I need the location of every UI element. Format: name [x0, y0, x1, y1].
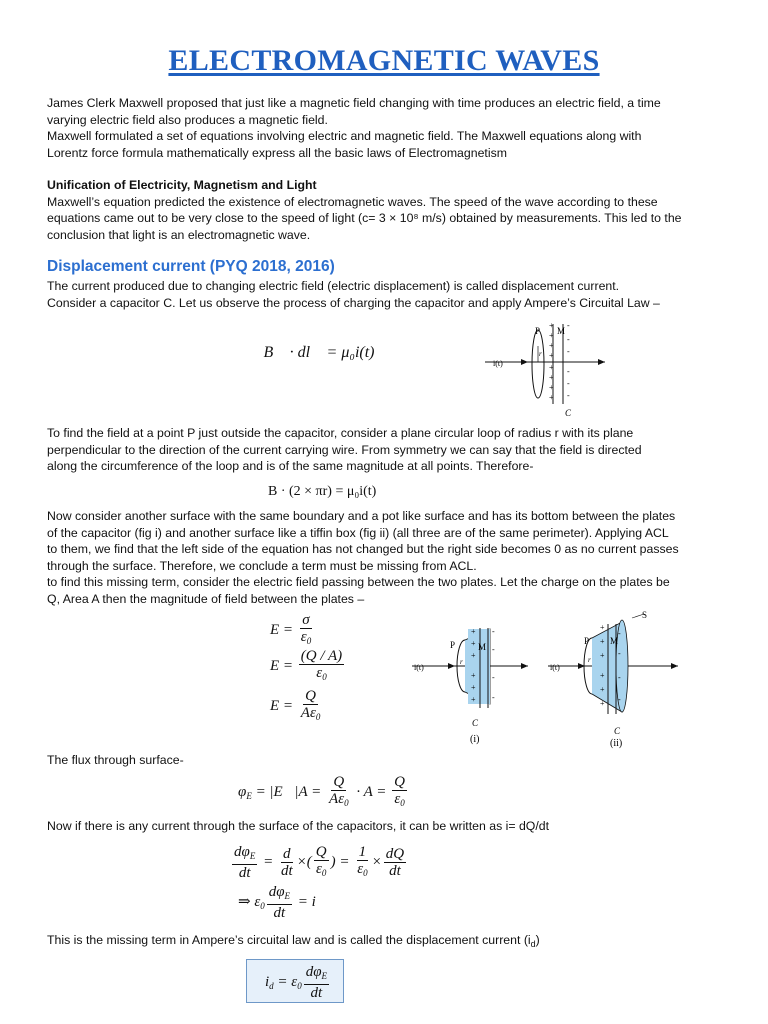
text-line: equations came out to be very close to the speed of light (c= 3 × 10⁸ m/s) obtained by measurements. This led to the [47, 211, 682, 225]
plus-sign: + [549, 363, 554, 372]
text-line: conclusion that light is an electromagnetic wave. [47, 227, 311, 242]
equation-implies: ⇒ $\varepsilon_0$ $\frac{d\varphi_E}{dt}$ = i [238, 884, 316, 921]
point-p-label: P [535, 326, 541, 336]
displacement-paragraph-2 [47, 425, 737, 475]
plus-sign: + [471, 671, 476, 680]
text-line: perpendicular to the direction of the current carrying wire. From symmetry we can say that the field is directed [47, 442, 642, 457]
capacitor-label: C [565, 408, 572, 418]
surface-figures-diagram [410, 604, 690, 750]
text-line: Consider a capacitor C. Let us observe the process of charging the capacitor and apply Ampere’s Circuital Law – [47, 295, 660, 310]
equation-displacement-current: $i_d = \varepsilon_0$ $\frac{d\varphi_E}{dt}$ [265, 964, 328, 1001]
text-line: The current produced due to changing electric field (electric displacement) is called displacement current. [47, 279, 620, 293]
plus-sign: + [600, 685, 605, 694]
figure-i-label: (i) [470, 734, 480, 745]
figure-ii-label: (ii) [610, 738, 623, 749]
radius-label: r [460, 658, 463, 666]
text-line: Maxwell’s equation predicted the existence of electromagnetic waves. The speed of the wave according to these [47, 194, 658, 209]
point-m-label: M [478, 642, 487, 652]
text-line: to find this missing term, consider the electric field passing between the two plates. Let the charge on the plates be [47, 575, 670, 589]
equation-field-2: E = $\frac{(Q / A)}{\varepsilon_0}$ [270, 648, 343, 682]
unification-heading: Unification of Electricity, Magnetism and Light [47, 178, 317, 192]
text-line: This is the missing term in Ampere’s circuital law and is called the displacement current (i [47, 933, 531, 947]
missing-term-text [47, 932, 737, 953]
page-title: ELECTROMAGNETIC WAVES [168, 44, 600, 77]
plus-sign: + [600, 671, 605, 680]
minus-sign: - [567, 367, 570, 376]
text-line: Q, Area A then the magnitude of field between the plates – [47, 591, 365, 606]
text-line: To find the field at a point P just outside the capacitor, consider a plane circular loop of radius r with its plane [47, 426, 634, 440]
text-line: to them, we find that the left side of the equation has not changed but the right side becomes 0 as no current passes [47, 542, 679, 556]
equation-flux: $\varphi_E$ = |E⃗|A = $\frac{Q}{A\varepsilon_0}$ · A = $\frac{Q}{\varepsilon_0}$ [238, 774, 405, 808]
subscript: d [530, 939, 536, 949]
text-line: Maxwell formulated a set of equations involving electric and magnetic field. The Maxwell equations along with [47, 129, 642, 143]
minus-sign: - [492, 645, 495, 654]
plus-sign: + [600, 651, 605, 660]
unification-section [47, 177, 737, 243]
minus-sign: - [492, 627, 495, 636]
text-line: along the circumference of the loop and is of the same magnitude at all points. Therefore- [47, 459, 534, 473]
plus-sign: + [549, 321, 554, 330]
plus-sign: + [471, 651, 476, 660]
point-m-label: M [610, 636, 619, 646]
current-label: i(t) [550, 663, 560, 672]
plus-sign: + [471, 683, 476, 692]
minus-sign: - [492, 693, 495, 702]
minus-sign: - [567, 379, 570, 388]
equation-derivative: $\frac{d\varphi_E}{dt}$ = $\frac{d}{dt}$ ×( $\frac{Q}{\varepsilon_0}$ ) = $\frac{1}{\varepsilon_0}$ × $\frac{dQ}{dt}$ [234, 844, 405, 881]
equation-field-3: E = $\frac{Q}{A\varepsilon_0}$ [270, 688, 321, 722]
point-m-label: M [557, 326, 566, 336]
section-heading-displacement: Displacement current (PYQ 2018, 2016) [47, 258, 335, 275]
displacement-paragraph-3 [47, 508, 737, 607]
plus-sign: + [600, 623, 605, 632]
text-line: Lorentz force formula mathematically express all the basic laws of Electromagnetism [47, 145, 507, 160]
equation-ampere-law: ∮ B⃗ · dl⃗ = μ₀i(t) [247, 344, 375, 361]
surface-s-label: S [642, 610, 648, 620]
minus-sign: - [618, 649, 621, 658]
minus-sign: - [618, 695, 621, 704]
equation-circular-loop: B · (2 × πr) = μ₀i(t) [268, 484, 377, 499]
intro-paragraph-1 [47, 95, 737, 161]
capacitor-label: C [614, 726, 621, 736]
minus-sign: - [567, 347, 570, 356]
plus-sign: + [549, 393, 554, 402]
plus-sign: + [600, 637, 605, 646]
plus-sign: + [549, 331, 554, 340]
radius-label: r [588, 656, 591, 664]
plus-sign: + [471, 695, 476, 704]
plus-sign: + [471, 627, 476, 636]
text-line: ) [535, 933, 540, 947]
equation-field-1: E = $\frac{\sigma}{\varepsilon_0}$ [270, 612, 312, 646]
point-p-label: P [584, 636, 590, 646]
plus-sign: + [600, 699, 605, 708]
plus-sign: + [549, 351, 554, 360]
plus-sign: + [549, 383, 554, 392]
minus-sign: - [567, 335, 570, 344]
flux-text: The flux through surface- [47, 753, 184, 767]
minus-sign: - [567, 321, 570, 330]
plus-sign: + [471, 639, 476, 648]
capacitor-label: C [472, 718, 479, 728]
radius-label: r [539, 350, 542, 358]
current-label: i(t) [493, 359, 503, 368]
minus-sign: - [618, 629, 621, 638]
displacement-current-box [246, 959, 344, 1003]
minus-sign: - [492, 673, 495, 682]
text-line: James Clerk Maxwell proposed that just like a magnetic field changing with time produces an electric field, a time [47, 96, 661, 110]
minus-sign: - [618, 673, 621, 682]
plus-sign: + [549, 341, 554, 350]
text-line: Now consider another surface with the same boundary and a pot like surface and has its bottom between the plates [47, 509, 676, 523]
current-text: Now if there is any current through the surface of the capacitors, it can be written as i= dQ/dt [47, 819, 550, 833]
text-line: through the surface. Therefore, we conclude a term must be missing from ACL. [47, 558, 477, 573]
point-p-label: P [450, 640, 456, 650]
capacitor-loop-diagram [485, 318, 615, 420]
current-label: i(t) [414, 663, 424, 672]
minus-sign: - [567, 391, 570, 400]
plus-sign: + [549, 373, 554, 382]
text-line: of the capacitor (fig i) and another surface like a tiffin box (fig ii) (all three are of the same perimeter). Applying ACL [47, 525, 669, 540]
text-line: varying electric field also produces a magnetic field. [47, 112, 328, 127]
displacement-intro [47, 278, 737, 311]
